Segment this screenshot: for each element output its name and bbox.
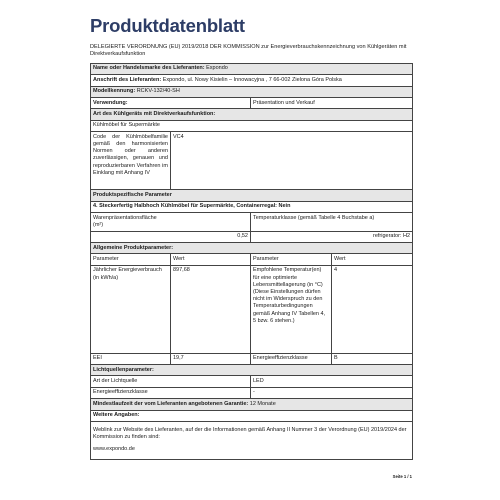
data-table	[90, 63, 413, 460]
usage-label: Verwendung:	[91, 97, 251, 108]
page-title: Produktdatenblatt	[90, 15, 245, 36]
warranty-value: 12 Monate	[249, 400, 276, 407]
display-area-label: Warenpräsentationsfläche	[93, 214, 157, 221]
light-header: Lichtquellenparameter:	[91, 365, 413, 376]
row-param-header	[91, 254, 413, 265]
supplier-name-label: Name oder Handelsmarke des Lieferanten:	[93, 65, 205, 72]
energy-class-label: Energieeffizienzklasse	[251, 353, 332, 364]
energy-class-value: B	[332, 353, 413, 364]
page-number: Seite 1 / 1	[392, 474, 412, 479]
website-link[interactable]: www.expondo.de	[93, 446, 135, 453]
row-family	[91, 132, 413, 190]
row-category	[91, 201, 413, 212]
product-params-header: Produktspezifische Parameter	[91, 190, 413, 201]
usage-value: Präsentation und Verkauf	[251, 97, 413, 108]
param-col-header-2: Parameter	[251, 254, 332, 265]
display-area-unit: (m²)	[93, 221, 104, 228]
light-type-label: Art der Lichtquelle	[91, 376, 251, 387]
row-display-area-labels	[91, 212, 413, 231]
category-line: 4. Steckerfertig Halbhoch Kühlmöbel für Supermärkte, Containerregal: Nein	[91, 201, 413, 212]
value-col-header-1: Wert	[171, 254, 251, 265]
display-area-value: 0,52	[91, 231, 251, 242]
row-product-params-header	[91, 190, 413, 201]
row-energy	[91, 265, 413, 353]
model-value: RCKV-132/40-SH	[136, 88, 180, 95]
type-value: Kühlmöbel für Supermärkte	[91, 120, 413, 131]
recommended-temp-value: 4	[332, 265, 413, 353]
family-label: Code der Kühlmöbelfamilie gemäß den harmonisierten Normen oder anderen zuverlässigen, genauen und reproduzierbaren Verfahren im Einklang mit Anhang IV	[91, 132, 171, 190]
row-display-area-values	[91, 231, 413, 242]
regulation-intro: DELEGIERTE VERORDNUNG (EU) 2019/2018 DER KOMMISSION zur Energieverbrauchskennzeichnung von Kühlgeräten mit Direktverkaufsfunktion	[90, 44, 407, 58]
row-supplier-name	[91, 63, 413, 74]
param-col-header-1: Parameter	[91, 254, 171, 265]
weblink-text: Weblink zur Website des Lieferanten, auf der die Informationen gemäß Anhang II Nummer 3 der Verordnung (EU) 2019/2024 der Kommission zu finden sind:	[93, 427, 407, 441]
row-general-header	[91, 242, 413, 253]
supplier-name-value: Expondo	[206, 65, 228, 72]
model-label: Modellkennung:	[93, 88, 136, 95]
row-more-header	[91, 410, 413, 421]
row-eei	[91, 353, 413, 364]
row-supplier-address	[91, 75, 413, 86]
more-header: Weitere Angaben:	[91, 410, 413, 421]
eei-value: 19,7	[171, 353, 251, 364]
energy-value: 897,68	[171, 265, 251, 353]
eei-label: EEI	[91, 353, 171, 364]
supplier-address-label: Anschrift des Lieferanten:	[93, 76, 162, 83]
row-weblink	[91, 422, 413, 460]
type-header: Art des Kühlgeräts mit Direktverkaufsfunktion:	[91, 109, 413, 120]
row-light-type	[91, 376, 413, 387]
light-class-label: Energieeffizienzklasse	[91, 387, 251, 398]
row-type-value	[91, 120, 413, 131]
supplier-address-value: Expondo, ul. Nowy Kisielin – Innowacyjna , 7 66-002 Zielona Góra Polska	[162, 76, 342, 83]
recommended-temp-label: Empfohlene Temperatur(en) für eine optimierte Lebensmittellagerung (in °C) (Diese Einstellungen dürfen nicht im Widerspruch zu den Temperaturbedingungen gemäß Anhang IV Tabellen 4, 5 bzw. 6 stehen.)	[251, 265, 332, 353]
row-model	[91, 86, 413, 97]
temp-class-label: Temperaturklasse (gemäß Tabelle 4 Buchstabe a)	[251, 212, 413, 231]
light-type-value: LED	[251, 376, 413, 387]
row-light-class	[91, 387, 413, 398]
general-header: Allgemeine Produktparameter:	[91, 242, 413, 253]
product-data-sheet	[90, 12, 412, 479]
temp-class-value: refrigerator: H2	[251, 231, 413, 242]
row-type-header	[91, 109, 413, 120]
row-usage	[91, 97, 413, 108]
row-warranty	[91, 399, 413, 410]
energy-label: Jährlicher Energieverbrauch (in kWh/a)	[91, 265, 171, 353]
row-light-header	[91, 365, 413, 376]
value-col-header-2: Wert	[332, 254, 413, 265]
light-class-value: -	[251, 387, 413, 398]
warranty-label: Mindestlaufzeit der vom Lieferanten angebotenen Garantie:	[93, 400, 249, 407]
family-value: VC4	[171, 132, 413, 190]
